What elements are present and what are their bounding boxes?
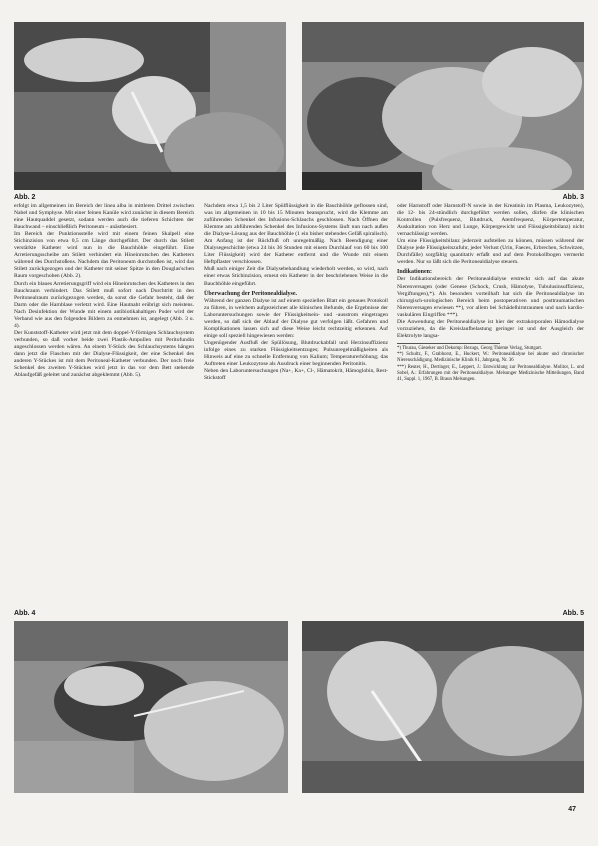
paragraph: erfolgt im allgemeinen im Bereich der linea alba in mittleren Drittel zwischen Nabel und Symphyse. Mit einer feinen Kanüle wird zunächst in diesem Bereich eine Hautquaddel gesetzt, sodann werden auch die tieferen Schichten der Bauchwand – einschließlich Peritoneum – anästhesiert. — [14, 203, 194, 231]
page-number: 47 — [568, 806, 576, 813]
caption-figure-3: Abb. 3 — [562, 194, 584, 201]
section-heading: Indikationen: — [397, 269, 433, 276]
text-column-1 — [14, 203, 194, 598]
paragraph: Im Bereich der Punktionsstelle wird mit einem feinen Skalpell eine Stichinzision von etwa 0,5 cm Länge durchgeführt. Der durch das Stilett verstärkte Katheter wird nun in die Bauchhöhle eingeführt. Eine Arretierungsscheibe am Stilett verhindert ein Hineinrutschen des Katheters während des Durchstoßens. Nachdem das Peritoneum durchstoßen ist, wird das Stilett zurückgezogen und der Katheter mit seiner Spitze in den Douglas'schen Raum vorgeschoben (Abb. 2). — [14, 231, 194, 280]
paragraph: Um eine Flüssigkeitsbilanz jederzeit aufstellen zu können, müssen während der Dialyse jede Flüssigkeitszufuhr, jeder Verlust (Urin, Faeces, Erbrechen, Schwitzen, Durchfälle) sorgfältig quantitativ erfaßt und auf dem Protokollbogen vermerkt werden. Nur so läßt sich die Peritonealdialyse steuern. — [397, 238, 584, 266]
footnote: *) Thurau, Gieseker und Dekomp: Bezugs, Georg Thieme Verlag, Stuttgart. — [397, 345, 542, 351]
paragraph: Während der ganzen Dialyse ist auf einem speziellen Blatt ein genaues Protokoll zu führen, in welchem aufgezeichnet alle klinischen Befunde, die Ergebnisse der Laboruntersuchungen sowie der Flüssigkeitsein- und -ausstrom eingetragen werden, so daß sich der Ablauf der Dialyse gut verfolgen läßt. Gefahren und Komplikationen lassen sich auf diese Weise leicht rechtzeitig erkennen. Auf einige soll speziell hingewiesen werden: — [204, 297, 388, 339]
caption-figure-4: Abb. 4 — [14, 610, 36, 617]
paragraph: Nachdem etwa 1,5 bis 2 Liter Spülflüssigkeit in die Bauchhöhle geflossen sind, was im allgemeinen in 10 bis 15 Minuten beansprucht, wird die Klemme am zuführenden Schenkel des Infusions-Schlauchs geschlossen. Nach Öffnen der Klemme am abführenden Schenkel des Infusions-Systems läuft nun nach außen die Dialyse-Lösung aus der Bauchhöhle (1 ein bisher stehendes Gefäß spiralisch). Am Anfang ist der Rückfluß oft unregelmäßig. Nach Beendigung einer Dialysegeschichte (etwa 24 bis 36 Stunden mit einem Durchlauf von 60 bis 100 Liter Flüssigkeit) wird der Katheter entfernt und die Wunde mit einem Heftpflaster verschlossen. — [204, 203, 388, 266]
photo-figure-2 — [14, 22, 286, 190]
section-heading: Überwachung der Peritonealdialyse. — [204, 290, 298, 297]
photo-figure-5-image — [302, 621, 584, 793]
footnote: ***) Reuter, H., Dertinger, E., Leppert, J.: Entwicklung zur Peritonealdialyse. Molitor, L. und Sobel, A.: Erfahrungen mit der Peritonealdialyse. Melsunger Medizinische Mitteilungen, Band 41, Suppl. 1, 1967, B. Braun Melsungen. — [397, 364, 584, 382]
photo-figure-3-image — [302, 22, 584, 190]
paragraph: Neben den Laboruntersuchungen (Na+, Ka+, Cl-, Hämatokrit, Hämoglobin, Rest-Stickstoff — [204, 368, 388, 382]
paragraph: oder Harnstoff oder Harnstoff-N sowie in der Kreatinin im Plasma, Leukozyten), die 12- bis 24-stündlich durchgeführt werden sollen, dürfen die klinischen Kontrollen (Pulsfrequenz, Blutdruck, Atemfrequenz, Körpertemperatur, Auskultation von Herz und Lunge, Körpergewicht und Flüssigkeitsbilanz) nicht vernachlässigt werden. — [397, 203, 584, 238]
paragraph: Die Anwendung der Peritonealdialyse ist hier der extrakorporalen Hämodialyse vorzuziehen, da die Kreislaufbelastung geringer ist und der Ausgleich der Elektrolyte langsa- — [397, 318, 584, 339]
caption-figure-5: Abb. 5 — [562, 610, 584, 617]
text-column-2 — [204, 203, 388, 598]
paragraph: Der Kunststoff-Katheter wird jetzt mit dem doppel-Y-förmigen Schlauchsystem verbunden, so daß vorher beide zwei Plastik-Ampullen mit Peritofundin angeschlossen werden wären. An einem Y-Stück des Schlauchsystems hängen dann jetzt die Flaschen mit der Dialyse-Flüssigkeit, der eine Schenkel des anderen Y-Stückes ist mit dem Peritoneal-Katheter verbunden. Der noch freie Schenkel des zweiten Y-Stückes wird jetzt in das vor dem Bett stehende Ablaufgefäß geleitet und zunächst abgeklemmt (Abb. 5). — [14, 329, 194, 379]
footnote-divider — [397, 343, 500, 344]
paragraph: Durch ein blaues Arretierungsgriff wird ein Hineinrutschen des Katheters in den Bauchraum verhindert. Das Stilett muß sofort nach Durchtritt in den Peritonealraum zurückgezogen werden, da sonst die Gefahr besteht, daß der Darm oder die Harnblase verletzt wird. Eine Hautnaht erübrigt sich meistens. Nach Desinfektion der Wunde mit einem antibiotikahaltigen Puder wird der Verband wie aus den folgenden Bildern zu entnehmen ist, angelegt (Abb. 3 u. 4). — [14, 280, 194, 329]
caption-figure-2: Abb. 2 — [14, 194, 36, 201]
footnote: **) Schultz, F., Grabhorst, E., Huckert, W.: Peritonealdialyse bei akuter und chronischer Nierenschädigung. Medizinische Klinik 61, Jahrgang, Nr. 36 — [397, 352, 584, 364]
paragraph: Ungenügender Ausfluß der Spüllösung, Blutdruckabfall und Herzinsuffizienz infolge eines zu starken Flüssigkeitsentzuges; Pulsunregelmäßigkeiten als Hinweis auf eine zu schnelle Entfernung von Kalium; Temperaturerhöhung; das Auftreten einer Leukozytose als Ausdruck einer beginnenden Peritonitis. — [204, 339, 388, 368]
photo-figure-4-image — [14, 621, 288, 793]
photo-figure-5 — [302, 621, 584, 793]
photo-figure-3 — [302, 22, 584, 190]
paragraph: Muß nach einiger Zeit die Dialysebehandlung wiederholt werden, so wird, nach einer etwas Stichinzision, erneut ein Katheter in der beschriebenen Weise in die Bauchhöhle eingeführt. — [204, 266, 388, 287]
photo-figure-2-image — [14, 22, 286, 190]
paragraph: Der Indikationsbereich der Peritonealdialyse erstreckt sich auf das akute Nierenversagen (oder Genese (Schock, Crush, Hämolyse, Tubulusinsuffizienz, Vergiftungen),*). Als besonders vorteilhaft hat sich die Peritonealdialyse im chirurgisch-urologischen Bereich beim postoperativen und posttraumatischen Nierenversagen erwiesen **), vor allem bei Schädelhirntraumen und nach kardio-vaskulären Eingriffen ***). — [397, 276, 584, 318]
photo-figure-4 — [14, 621, 288, 793]
text-column-3 — [397, 203, 584, 598]
